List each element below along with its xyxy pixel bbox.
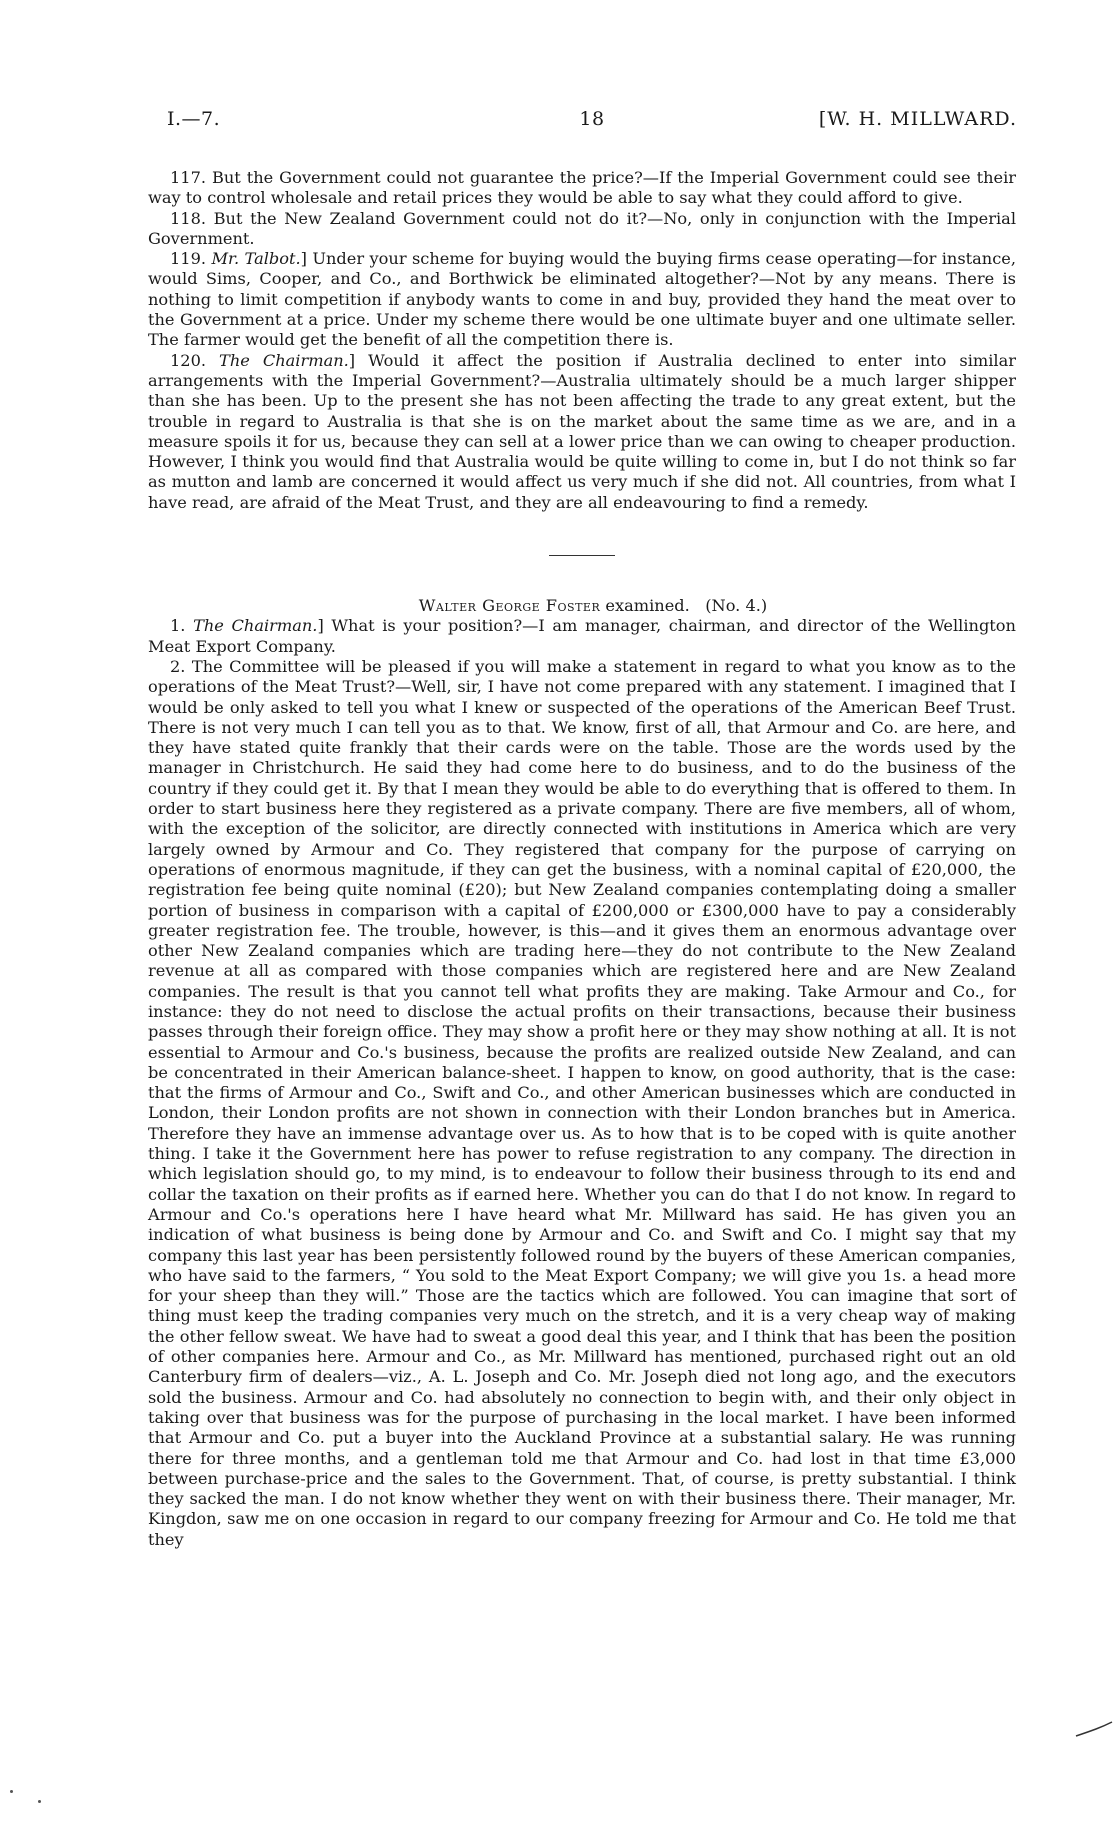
question-number: 119.: [170, 249, 207, 269]
question-120: [148, 351, 1016, 513]
question-117: 117. But the Government could not guarantee the price?—If the Imperial Government could see their way to control wholesale and retail prices they would be able to say what they could afford to give.: [148, 168, 1016, 208]
question-118: 118. But the New Zealand Government could not do it?—No, only in conjunction with the Imperial Government.: [148, 208, 1016, 248]
report-reference: I.—7.: [167, 108, 221, 130]
question-number: 120.: [170, 350, 207, 370]
page-number: 18: [579, 108, 605, 130]
question-text: ] Under your scheme for buying would the buying firms cease operating—for instance, would Sims, Cooper, and Co., and Borthwick be eliminated altogether?—Not by any means. There is nothing to limit competition if anybody wants to come in and buy, provided they hand the meat over to the Government at a price. Under my scheme there would be one ultimate buyer and one ultimate seller. The farmer would get the benefit of all the competition there is.: [148, 249, 1017, 350]
witness-reference: [W. H. MILLWARD.: [818, 108, 1017, 130]
question-number: 1.: [170, 616, 186, 636]
speaker-name: The Chairman.: [219, 350, 349, 370]
section-divider: [549, 555, 615, 556]
question-text: ] Would it affect the position if Australia declined to enter into similar arrangements with the Imperial Government?—Australia ultimately should be a much larger shipper than she has been. Up to the present she has not been affecting the trade to any great extent, but the trouble in regard to Australia is that she is on the market about the same time as we are, and in a measure spoils it for us, because they can sell at a lower price than we can owing to cheaper production. However, I think you would find that Australia would be quite willing to come in, but I do not think so far as mutton and lamb are concerned it would affect us very much if she did not. All countries, from what I have read, are afraid of the Meat Trust, and they are all endeavouring to find a remedy.: [148, 350, 1016, 512]
speck-mark: [38, 1800, 41, 1803]
speck-mark: [10, 1790, 13, 1793]
running-head: [167, 108, 1017, 138]
foster-question-1: [148, 616, 1016, 657]
question-119: [148, 249, 1016, 350]
witness-heading: [148, 596, 1016, 616]
document-body: [148, 168, 1016, 1550]
witness-number: (No. 4.): [705, 596, 768, 616]
pen-mark-icon: [1074, 1720, 1114, 1740]
foster-question-2: 2. The Committee will be pleased if you will make a statement in regard to what you know as to the operations of the Meat Trust?—Well, sir, I have not come prepared with any statement. I imagined that I would be only asked to tell you what I knew or suspected of the operations of the American Beef Trust. There is not very much I can tell you as to that. We know, first of all, that Armour and Co. are here, and they have stated quite frankly that their cards were on the table. Those are the words used by the manager in Christchurch. He said they had come here to do business, and to do the business of the country if they could get it. By that I mean they would be able to do everything that is offered to them. In order to start business here they registered as a private company. There are five members, all of whom, with the exception of the solicitor, are directly connected with institutions in America which are very largely owned by Armour and Co. They registered that company for the purpose of carrying on operations of enormous magnitude, if they can get the business, with a nominal capital of £20,000, the registration fee being quite nominal (£20); but New Zealand companies contemplating doing a smaller portion of business in comparison with a capital of £200,000 or £300,000 have to pay a considerably greater registration fee. The trouble, however, is this—and it gives them an enormous advantage over other New Zealand companies which are trading here—they do not contribute to the New Zealand revenue at all as compared with those companies which are registered here and are New Zealand companies. The result is that you cannot tell what profits they are making. Take Armour and Co., for instance: they do not need to disclose the actual profits on their transactions, because their business passes through their foreign office. They may show a profit here or they may show nothing at all. It is not essential to Armour and Co.'s business, because the profits are realized outside New Zealand, and can be concentrated in their American balance-sheet. I happen to know, on good authority, that is the case: that the firms of Armour and Co., Swift and Co., and other American businesses which are conducted in London, their London profits are not shown in connection with their London branches but in America. Therefore they have an immense advantage over us. As to how that is to be coped with is quite another thing. I take it the Government here has power to refuse registration to any company. The direction in which legislation should go, to my mind, is to endeavour to follow their business through to its end and collar the taxation on their profits as if earned here. Whether you can do that I do not know. In regard to Armour and Co.'s operations here I have heard what Mr. Millward has said. He has given you an indication of what business is being done by Armour and Co. and Swift and Co. I might say that my company this last year has been persistently followed round by the buyers of these American companies, who have said to the farmers, “ You sold to the Meat Export Company; we will give you 1s. a head more for your sheep than they will.” Those are the tactics which are followed. You can imagine that sort of thing must keep the trading companies very much on the stretch, and it is a very cheap way of making the other fellow sweat. We have had to sweat a good deal this year, and I think that has been the position of other companies here. Armour and Co., as Mr. Millward has mentioned, purchased right out an old Canterbury firm of dealers—viz., A. L. Joseph and Co. Mr. Joseph died not long ago, and the executors sold the business. Armour and Co. had absolutely no connection to begin with, and their only object in taking over that business was for the purpose of purchasing in the local market. I have been informed that Armour and Co. put a buyer into the Auckland Province at a substantial salary. He was running there for three months, and a gentleman told me that Armour and Co. had lost in that time £3,000 between purchase-price and the sales to the Government. That, of course, is pretty substantial. I think they sacked the man. I do not know whether they went on with their business there. Their manager, Mr. Kingdon, saw me on one occasion in regard to our company freezing for Armour and Co. He told me that they: [148, 656, 1016, 1549]
witness-examined: examined.: [600, 596, 690, 616]
question-text: ] What is your position?—I am manager, chairman, and director of the Wellington Meat Export Company.: [148, 616, 1016, 656]
witness-name: Walter George Foster: [418, 596, 601, 616]
speaker-name: The Chairman.: [193, 616, 318, 636]
speaker-name: Mr. Talbot.: [211, 249, 301, 269]
